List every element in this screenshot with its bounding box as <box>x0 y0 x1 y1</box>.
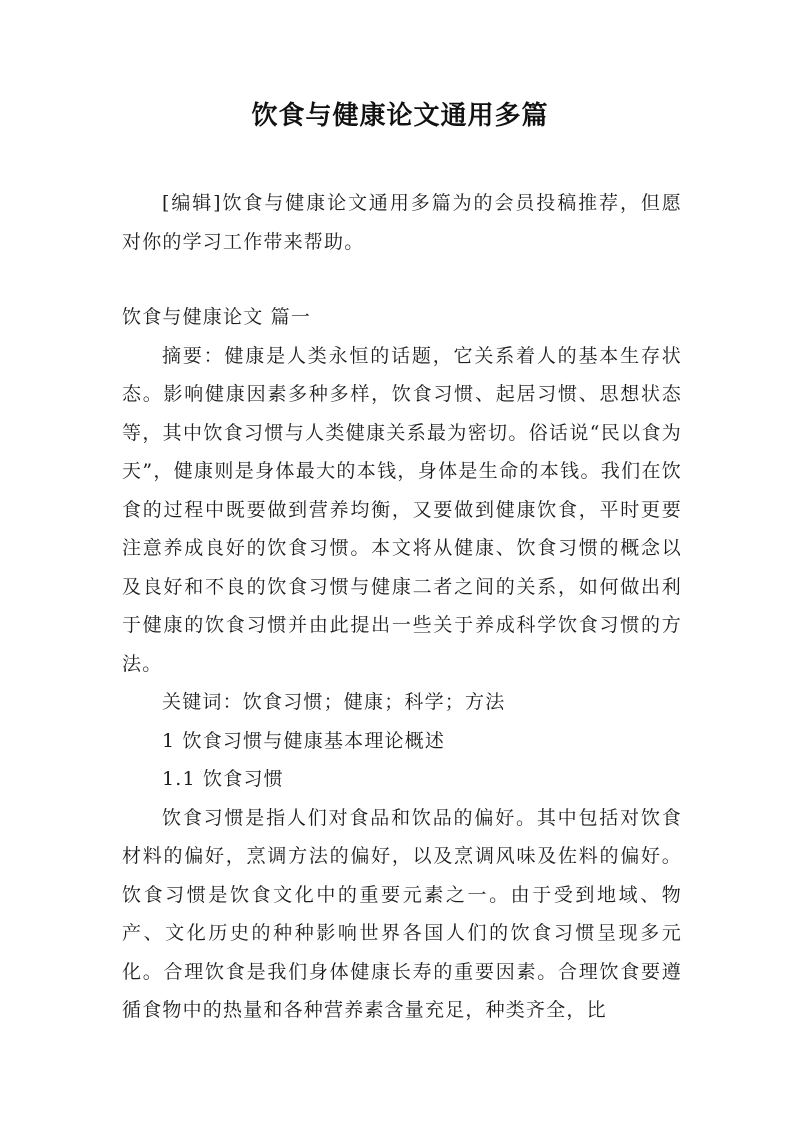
article-body <box>122 298 682 1030</box>
keywords-line: 关键词：饮食习惯；健康；科学；方法 <box>162 691 506 713</box>
abstract-paragraph: 摘要：健康是人类永恒的话题，它关系着人的基本生存状态。影响健康因素多种多样，饮食习惯、起居习惯、思想状态等，其中饮食习惯与人类健康关系最为密切。俗话说“民以食为天”，健康则是身体最大的本钱，身体是生命的本钱。我们在饮食的过程中既要做到营养均衡，又要做到健康饮食，平时更要注意养成良好的饮食习惯。本文将从健康、饮食习惯的概念以及良好和不良的饮食习惯与健康二者之间的关系，如何做出利于健康的饮食习惯并由此提出一些关于养成科学饮食习惯的方法。 <box>122 344 682 675</box>
body-paragraph-1: 饮食习惯是指人们对食品和饮品的偏好。其中包括对饮食材料的偏好，烹调方法的偏好，以及烹调风味及佐料的偏好。饮食习惯是饮食文化中的重要元素之一。由于受到地域、物产、文化历史的种种影响世界各国人们的饮食习惯呈现多元化。合理饮食是我们身体健康长寿的重要因素。合理饮食要遵循食物中的热量和各种营养素含量充足，种类齐全，比 <box>122 806 682 1021</box>
heading-1: 1 饮食习惯与健康基本理论概述 <box>162 729 446 752</box>
intro-paragraph: [编辑]饮食与健康论文通用多篇为的会员投稿推荐，但愿对你的学习工作带来帮助。 <box>122 192 682 253</box>
document-title: 饮食与健康论文通用多篇 <box>251 101 549 131</box>
section-heading: 饮食与健康论文 篇一 <box>122 306 312 328</box>
heading-1-1: 1.1 饮食习惯 <box>162 768 284 790</box>
intro-block <box>122 184 682 261</box>
